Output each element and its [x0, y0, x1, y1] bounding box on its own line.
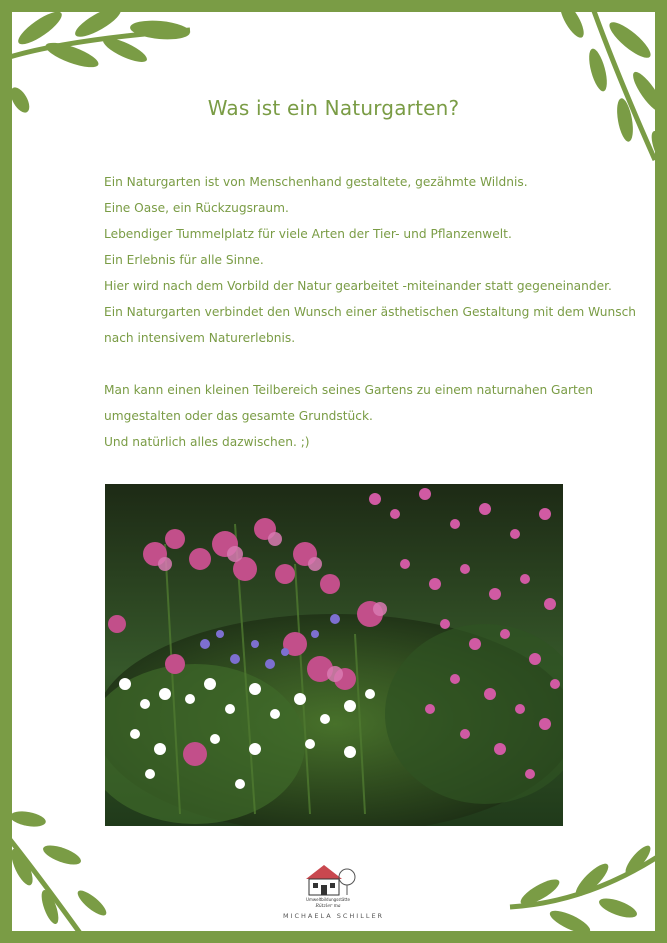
leaf-branch-top-left	[12, 12, 200, 140]
text-line: nach intensivem Naturerlebnis.	[104, 331, 296, 345]
logo	[298, 857, 358, 909]
leaf-branch-top-right	[520, 12, 655, 170]
logo-text-line2: Rützler ma	[315, 904, 341, 909]
text-line: Ein Naturgarten ist von Menschenhand gestaltete, gezähmte Wildnis.	[104, 175, 528, 189]
text-line: Und natürlich alles dazwischen. ;)	[104, 435, 310, 449]
paragraph-gap	[104, 351, 624, 377]
text-line: Lebendiger Tummelplatz für viele Arten der Tier- und Pflanzenwelt.	[104, 227, 512, 241]
text-line: Hier wird nach dem Vorbild der Natur gearbeitet -miteinander statt gegeneinander.	[104, 279, 612, 293]
text-line: umgestalten oder das gesamte Grundstück.	[104, 409, 373, 423]
text-line: Ein Naturgarten verbindet den Wunsch einer ästhetischen Gestaltung mit dem Wunsch	[104, 305, 636, 319]
page-title: Was ist ein Naturgarten?	[207, 96, 460, 120]
body-text	[104, 169, 636, 455]
document-page	[12, 12, 655, 931]
text-line: Man kann einen kleinen Teilbereich seines Gartens zu einem naturnahen Garten	[104, 383, 593, 397]
garden-photo	[105, 484, 563, 826]
roof-icon	[306, 865, 342, 879]
logo-text-line1: Umweltbildungsstätte	[306, 897, 350, 902]
author-name: MICHAELA SCHILLER	[282, 912, 385, 920]
text-line: Ein Erlebnis für alle Sinne.	[104, 253, 264, 267]
text-line: Eine Oase, ein Rückzugsraum.	[104, 201, 289, 215]
